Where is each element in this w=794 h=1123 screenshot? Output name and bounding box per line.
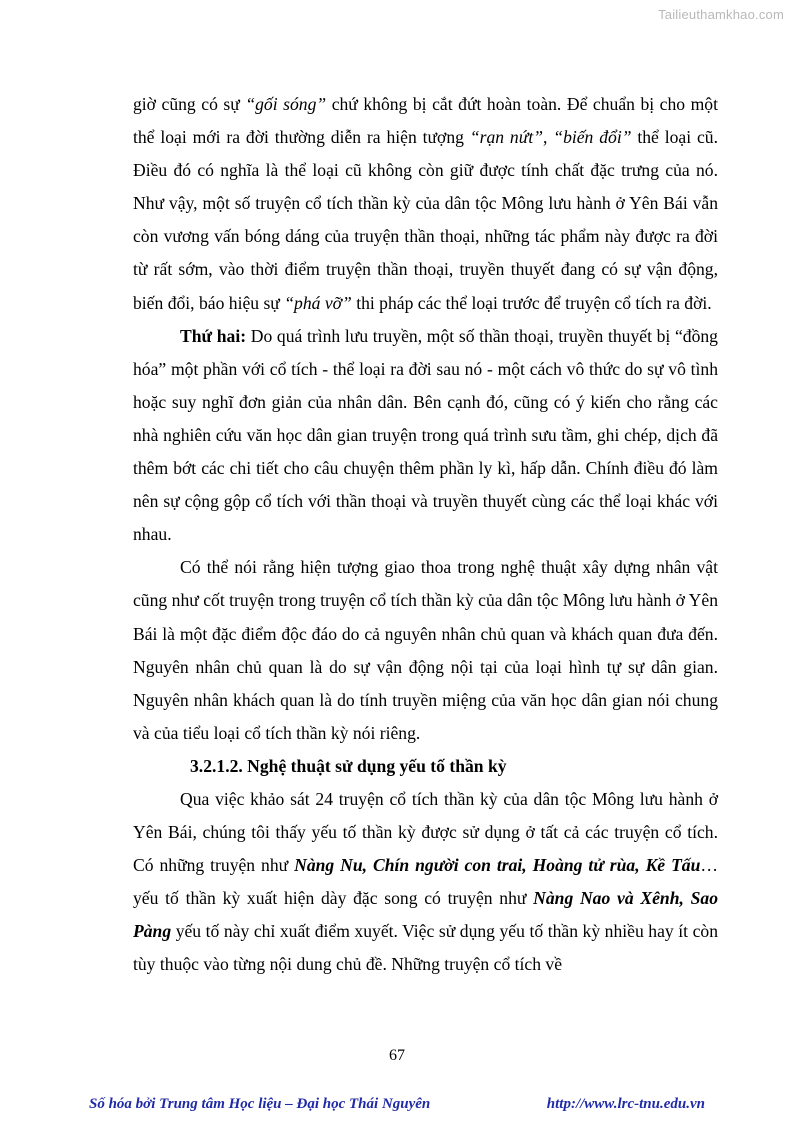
italic-quote: “gối sóng” xyxy=(245,94,327,114)
italic-quote: “biến đổi” xyxy=(553,127,632,148)
bold-lead: Thứ hai: xyxy=(180,325,247,346)
text-run: chứ không bị cắt đứt hoàn toàn. Để chuẩn bị cho một thể loại mới ra đời thường diễn ra hiện tượng xyxy=(133,94,718,148)
text-run: Qua việc khảo sát 24 truyện cổ tích thần kỳ của dân tộc Mông lưu hành ở Yên Bái, chúng tôi thấy yếu tố thần kỳ được sử dụng ở tất cả các truyện cổ tích. Có những truyện như xyxy=(133,788,718,876)
story-titles: Nàng Nao và Xênh, Sao Pàng xyxy=(133,888,718,942)
document-body xyxy=(133,88,718,982)
paragraph-1 xyxy=(133,88,718,320)
italic-quote: “phá vỡ” xyxy=(284,292,352,313)
watermark: Tailieuthamkhao.com xyxy=(658,7,784,22)
section-heading xyxy=(190,750,718,783)
footer-credit: Số hóa bởi Trung tâm Học liệu – Đại học Thái Nguyên xyxy=(89,1096,431,1112)
paragraph-3 xyxy=(133,551,718,750)
text-run: thể loại cũ. Điều đó có nghĩa là thể loại cũ không còn giữ được tính chất đặc trưng của nó. Như vậy, một số truyện cổ tích thần kỳ của dân tộc Mông lưu hành ở Yên Bái vẫn còn vương vấn bóng dáng của truyện thần thoại, những tác phẩm này được ra đời từ rất sớm, vào thời điểm truyện thần thoại, truyền thuyết đang có sự vận động, biến đổi, báo hiệu sự xyxy=(133,127,718,313)
text-run: , xyxy=(543,127,554,148)
paragraph-4 xyxy=(133,783,718,982)
text-run: giờ cũng có sự xyxy=(133,94,246,114)
text-run: thi pháp các thể loại trước để truyện cổ tích ra đời. xyxy=(351,292,712,313)
text-run: yếu tố này chỉ xuất điểm xuyết. Việc sử dụng yếu tố thần kỳ nhiều hay ít còn tùy thuộc vào từng nội dung chủ đề. Những truyện cổ tích về xyxy=(133,921,718,975)
footer xyxy=(89,1096,705,1113)
paragraph-2 xyxy=(133,320,718,552)
text-run: Do quá trình lưu truyền, một số thần thoại, truyền thuyết bị “đồng hóa” một phần với cổ tích - thể loại ra đời sau nó - một cách vô thức do sự vô tình hoặc suy nghĩ đơn giản của nhân dân. Bên cạnh đó, cũng có ý kiến cho rằng các nhà nghiên cứu văn học dân gian truyện trong quá trình sưu tầm, ghi chép, dịch đã thêm bớt các chi tiết cho câu chuyện thêm phần ly kì, hấp dẫn. Chính điều đó làm nên sự cộng gộp cổ tích với thần thoại và truyền thuyết cùng các thể loại khác với nhau. xyxy=(133,325,718,545)
page-number: 67 xyxy=(389,1047,405,1064)
footer-url-link[interactable]: http://www.lrc-tnu.edu.vn xyxy=(546,1096,705,1112)
italic-quote: “rạn nứt” xyxy=(469,127,543,148)
text-run: Có thể nói rằng hiện tượng giao thoa trong nghệ thuật xây dựng nhân vật cũng như cốt truyện trong truyện cổ tích thần kỳ của dân tộc Mông lưu hành ở Yên Bái là một đặc điểm độc đáo do cả nguyên nhân chủ quan và khách quan đưa đến. Nguyên nhân chủ quan là do sự vận động nội tại của loại hình tự sự dân gian. Nguyên nhân khách quan là do tính truyền miệng của văn học dân gian nói chung và của tiểu loại cổ tích thần kỳ nói riêng. xyxy=(133,557,718,743)
heading-text: 3.2.1.2. Nghệ thuật sử dụng yếu tố thần kỳ xyxy=(190,755,507,776)
text-run: …yếu tố thần kỳ xuất hiện dày đặc song có truyện như xyxy=(133,855,718,909)
story-titles: Nàng Nu, Chín người con trai, Hoàng tử rùa, Kề Tấu xyxy=(294,855,701,876)
